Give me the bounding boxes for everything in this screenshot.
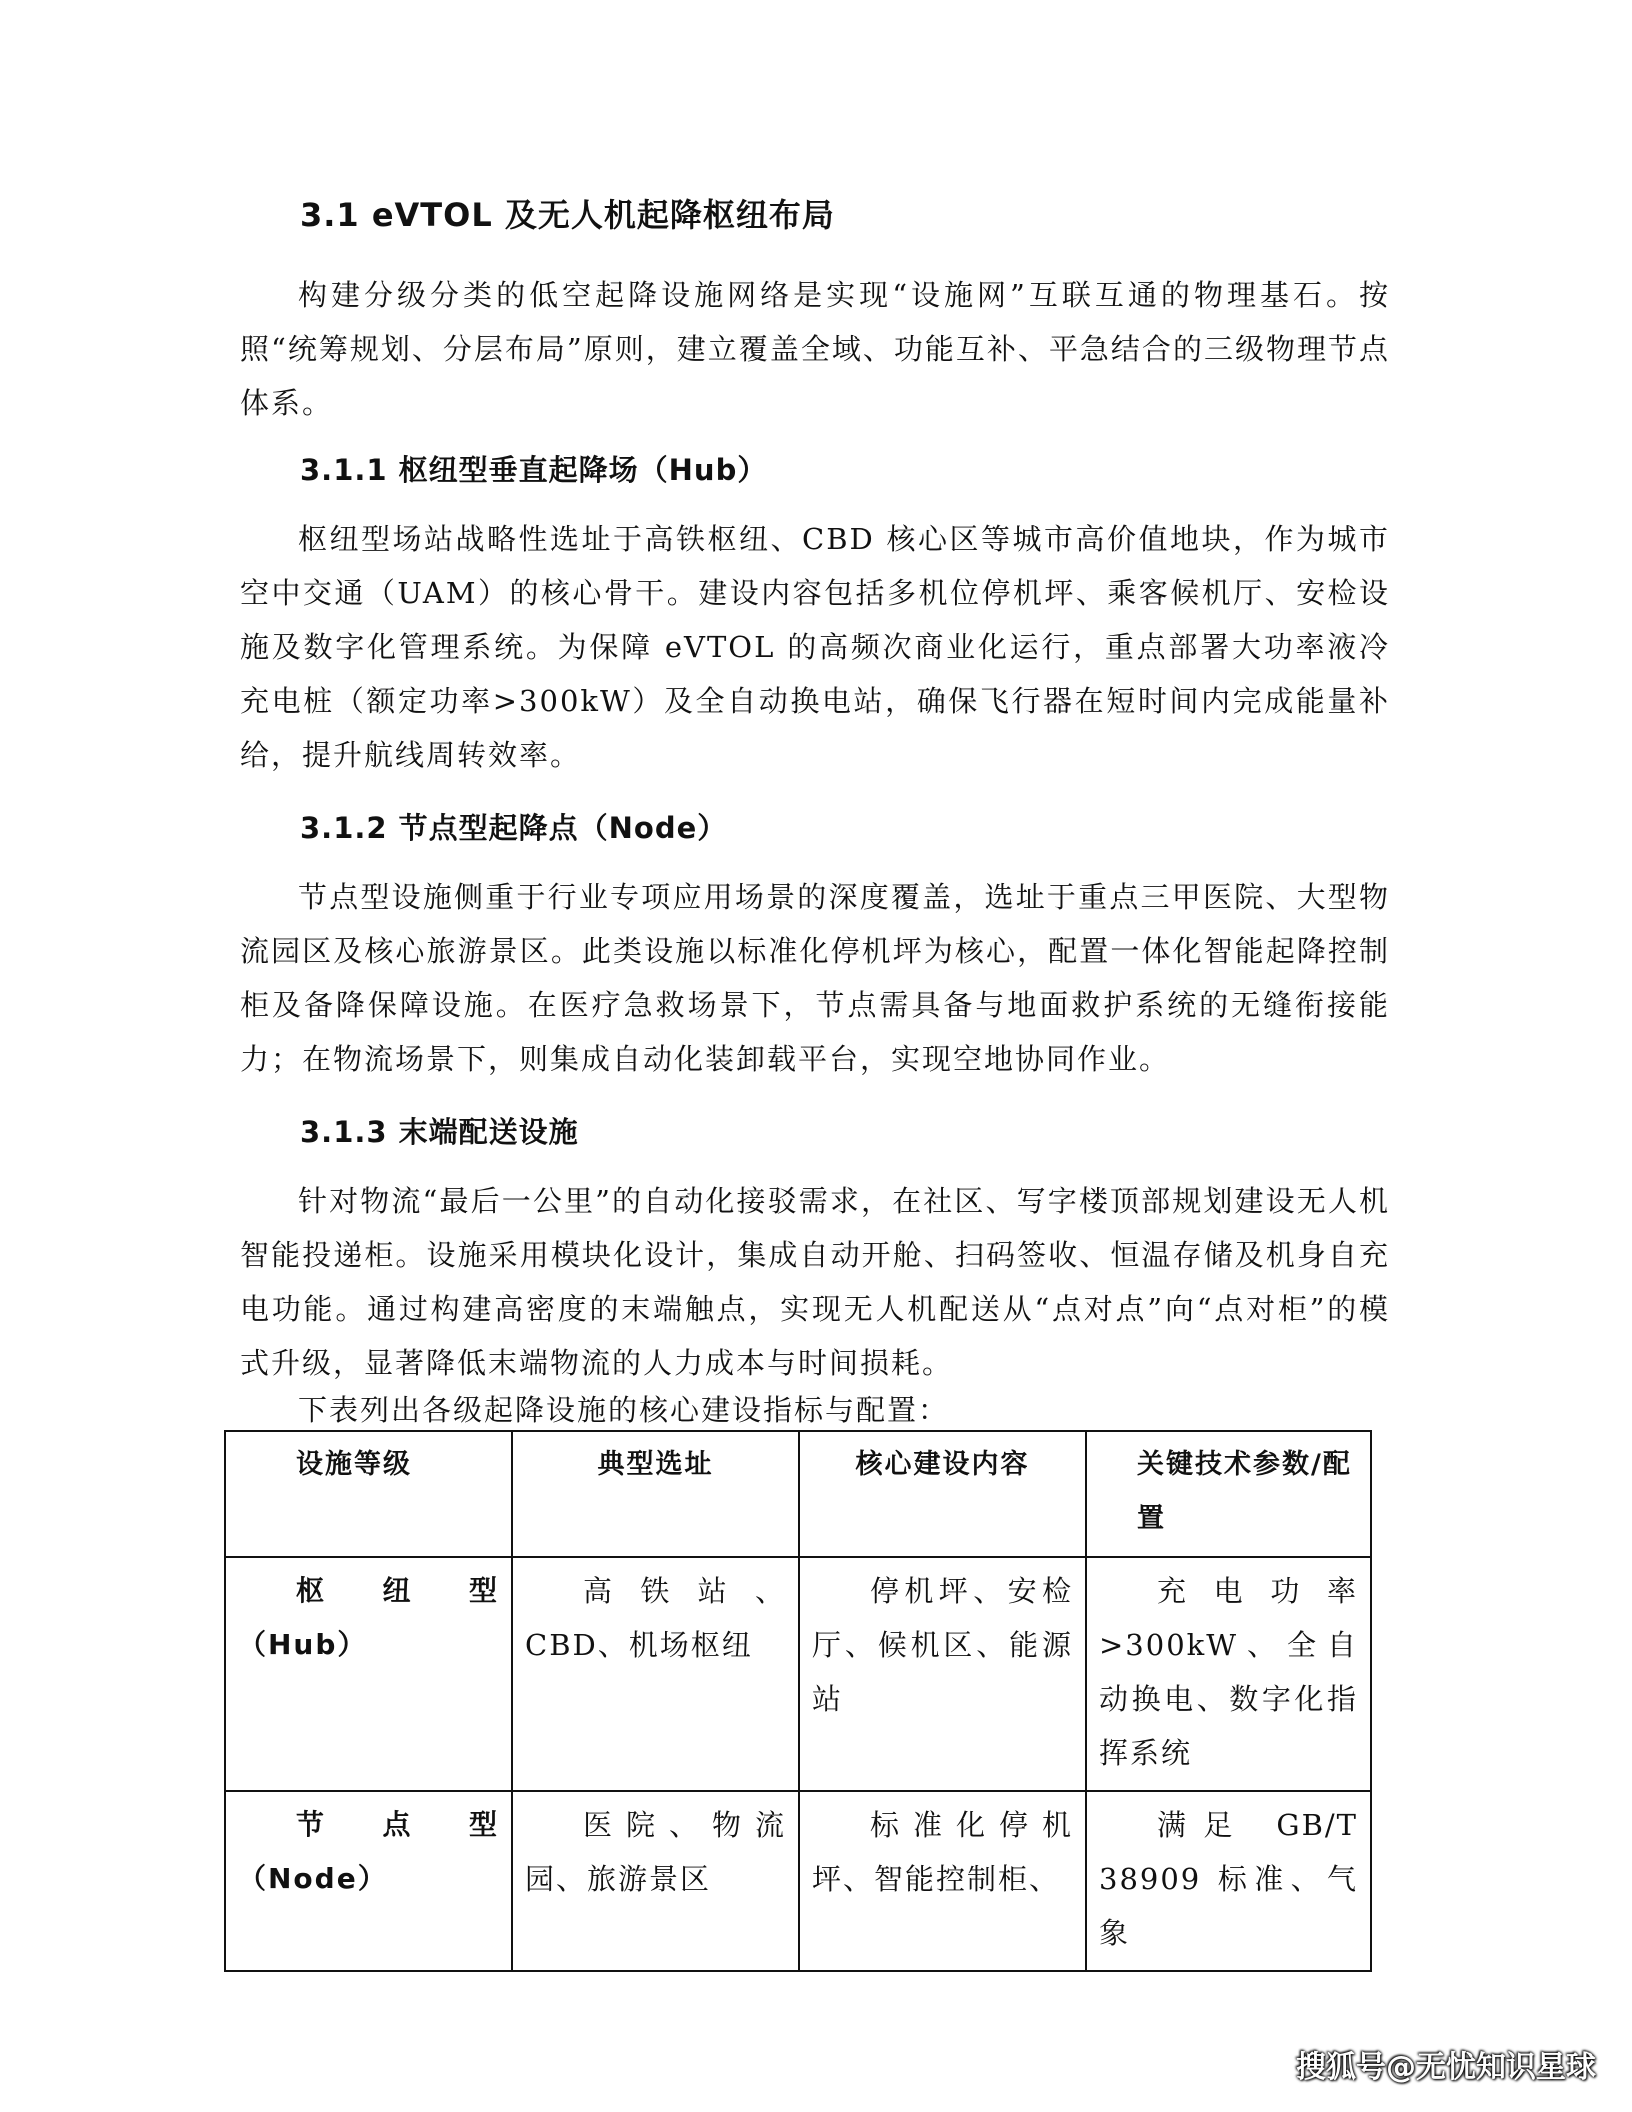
- subsection-heading-node: 3.1.2 节点型起降点（Node）: [300, 811, 728, 845]
- table-cell: 高铁站、CBD、机场枢纽: [512, 1557, 799, 1791]
- facility-spec-table: [224, 1430, 1372, 1972]
- table-row: [225, 1557, 1371, 1791]
- table-cell: 标准化停机坪、智能控制柜、: [799, 1791, 1086, 1971]
- subsection-paragraph-node: 节点型设施侧重于行业专项应用场景的深度覆盖，选址于重点三甲医院、大型物流园区及核心旅游景区。此类设施以标准化停机坪为核心，配置一体化智能起降控制柜及备降保障设施。在医疗急救场景下，节点需具备与地面救护系统的无缝衔接能力；在物流场景下，则集成自动化装卸载平台，实现空地协同作业。: [240, 880, 1390, 1076]
- table-cell: 枢纽型（Hub）: [225, 1557, 512, 1791]
- table-cell: 停机坪、安检厅、候机区、能源站: [799, 1557, 1086, 1791]
- watermark: 搜狐号@无忧知识星球: [1296, 2050, 1596, 2085]
- subsection-heading-terminal: 3.1.3 末端配送设施: [300, 1115, 579, 1149]
- table-header-cell: 核心建设内容: [799, 1431, 1086, 1557]
- table-row: [225, 1791, 1371, 1971]
- table-cell: 充电功率>300kW、全自动换电、数字化指挥系统: [1086, 1557, 1371, 1791]
- intro-paragraph: 构建分级分类的低空起降设施网络是实现“设施网”互联互通的物理基石。按照“统筹规划、分层布局”原则，建立覆盖全域、功能互补、平急结合的三级物理节点体系。: [240, 278, 1390, 420]
- table-cell: 节点型（Node）: [225, 1791, 512, 1971]
- subsection-paragraph-terminal: 针对物流“最后一公里”的自动化接驳需求，在社区、写字楼顶部规划建设无人机智能投递柜。设施采用模块化设计，集成自动开舱、扫码签收、恒温存储及机身自充电功能。通过构建高密度的末端触点，实现无人机配送从“点对点”向“点对柜”的模式升级，显著降低末端物流的人力成本与时间损耗。: [240, 1184, 1390, 1380]
- section-heading: 3.1 eVTOL 及无人机起降枢纽布局: [300, 196, 835, 234]
- table-cell: 满足 GB/T 38909 标准、气象: [1086, 1791, 1371, 1971]
- table-header-row: [225, 1431, 1371, 1557]
- table-header-cell: 典型选址: [512, 1431, 799, 1557]
- subsection-paragraph-hub: 枢纽型场站战略性选址于高铁枢纽、CBD 核心区等城市高价值地块，作为城市空中交通（UAM）的核心骨干。建设内容包括多机位停机坪、乘客候机厅、安检设施及数字化管理系统。为保障 eVTOL 的高频次商业化运行，重点部署大功率液冷充电桩（额定功率>300kW）及全自动换电站，确保飞行器在短时间内完成能量补给，提升航线周转效率。: [240, 522, 1390, 772]
- table-cell: 医院、物流园、旅游景区: [512, 1791, 799, 1971]
- table-header-cell: 关键技术参数/配置: [1086, 1431, 1371, 1557]
- table-header-cell: 设施等级: [225, 1431, 512, 1557]
- table-intro: 下表列出各级起降设施的核心建设指标与配置：: [298, 1393, 950, 1427]
- subsection-heading-hub: 3.1.1 枢纽型垂直起降场（Hub）: [300, 453, 768, 487]
